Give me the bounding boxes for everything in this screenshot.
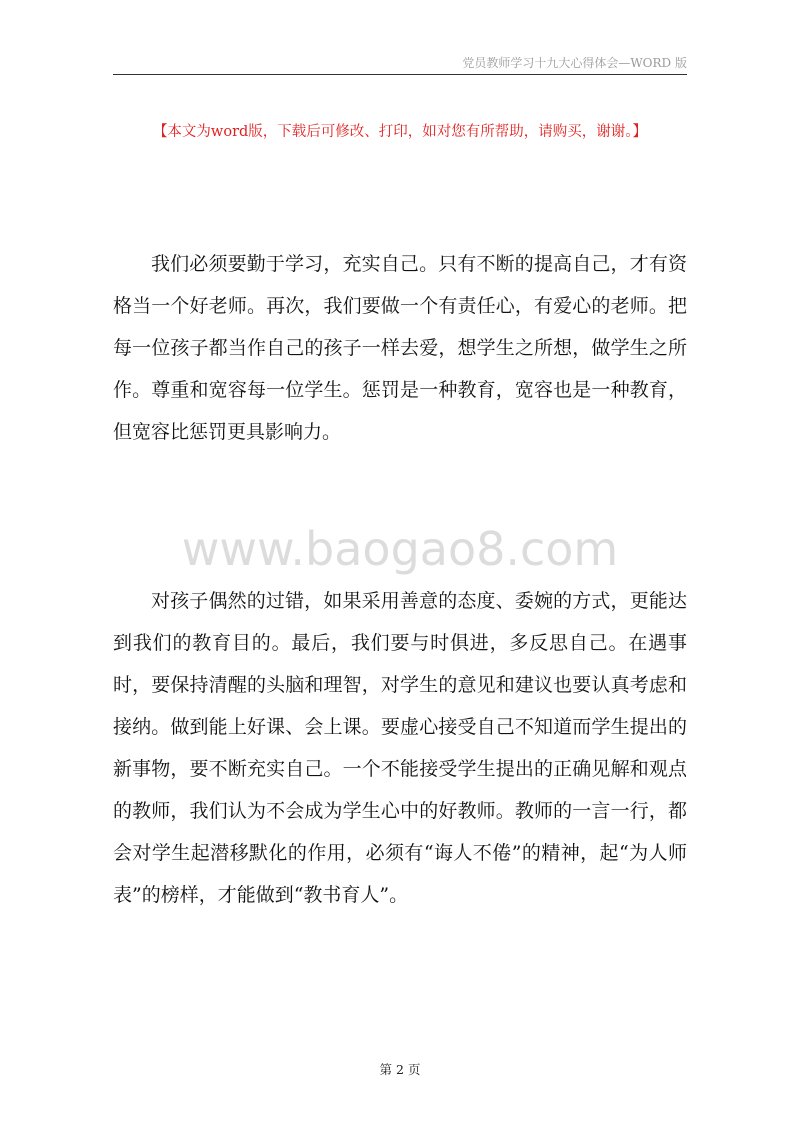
running-header: 党员教师学习十九大心得体会—WORD 版 (462, 56, 687, 70)
page-number: 第 2 页 (379, 1062, 421, 1077)
header-divider (113, 74, 687, 75)
site-watermark: www.baogao8.com (181, 522, 619, 576)
body-paragraph-1: 我们必须要勤于学习，充实自己。只有不断的提高自己，才有资格当一个好老师。再次，我们要做一个有责任心，有爱心的老师。把每一位孩子都当作自己的孩子一样去爱，想学生之所想，做学生之所作。尊重和宽容每一位学生。惩罚是一种教育，宽容也是一种教育，但宽容比惩罚更具影响力。 (113, 253, 687, 443)
download-notice: 【本文为word版，下载后可修改、打印，如对您有所帮助，请购买，谢谢。】 (152, 124, 648, 140)
body-paragraph-2: 对孩子偶然的过错，如果采用善意的态度、委婉的方式，更能达到我们的教育目的。最后，我们要与时俱进，多反思自己。在遇事时，要保持清醒的头脑和理智，对学生的意见和建议也要认真考虑和接纳。做到能上好课、会上课。要虚心接受自己不知道而学生提出的新事物，要不断充实自己。一个不能接受学生提出的正确见解和观点的教师，我们认为不会成为学生心中的好教师。教师的一言一行，都会对学生起潜移默化的作用，必须有“诲人不倦”的精神，起“为人师表”的榜样，才能做到“教书育人”。 (113, 590, 687, 906)
